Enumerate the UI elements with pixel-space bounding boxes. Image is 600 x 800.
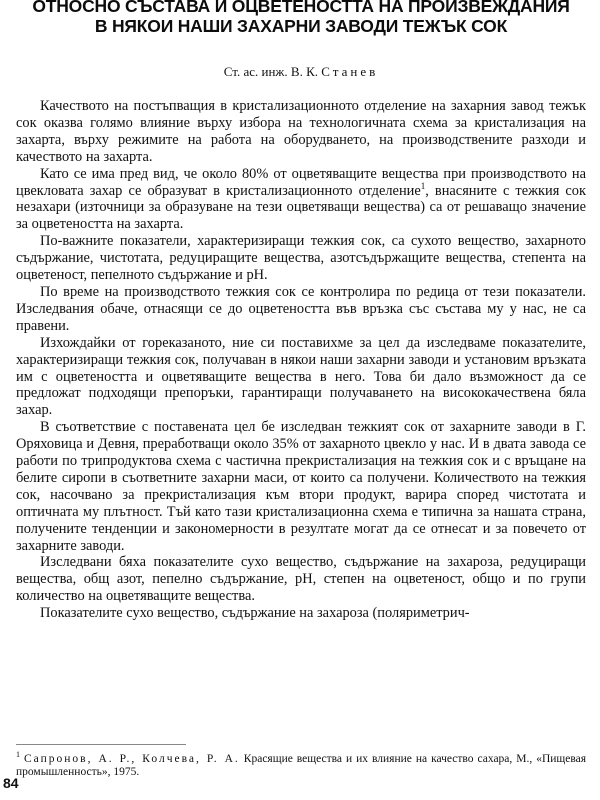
title-line-1: ОТНОСНО СЪСТАВА И ОЦВЕТЕНОСТТА НА ПРОИЗВЕЖДАНИЯ — [32, 0, 570, 16]
page-number: 84 — [3, 775, 19, 791]
footnote-text: Красящие вещества и их влияние на качество сахара, М., «Пищевая промышленность», 1975. — [16, 752, 587, 779]
paragraph-8: Показателите сухо вещество, съдържание на захароза (поляриметрич- — [40, 605, 470, 622]
title-line-2: В НЯКОИ НАШИ ЗАХАРНИ ЗАВОДИ ТЕЖЪК СОК — [94, 16, 508, 36]
footnote-divider — [16, 744, 186, 745]
article-title — [16, 0, 586, 36]
article-body — [16, 98, 586, 622]
paragraph-2-part-2: внасяните с тежкия сок незахари (източници за образуване на тези оцветяващи вещества) са от решаващо значение за оцветеността на захарта. — [16, 182, 586, 233]
paragraph-2: Като се има пред вид, че около 80% от оцветяващите вещества при производството на цвекловата захар се образуват в кристализационното отделение$^1$, внасяните с тежкия сок незахари (източници за образуване на тези оцветяващи вещества) са от решаващо значение за оцветеността на захарта. — [16, 165, 586, 233]
paragraph-5: Изхождайки от гореказаното, ние си поставихме за цел да изследваме показателите, характеризиращи тежкия сок, получаван в някои наши захарни заводи и установим връзката им с оцветеността и оцветяващите вещества в него. Това би дало възможност да се предложат подходящи препоръки, гарантиращи получаването на висококачествена бяла захар. — [16, 334, 586, 419]
paragraph-6: В съответствие с поставената цел бе изследван тежкият сок от захарните заводи в Г. Оряховица и Девня, преработващи около 35% от захарното цвекло у нас. И в двата завода се работи по трипродуктова схема с частична прекристализация на тежкия сок и с връщане на белите сиропи в съответните захарни маси, от които са получени. Количеството на тежкия сок, насочвано за прекристализация към втори продукт, варира според чистотата и оптичната му плътност. Тъй като тази кристализационна схема е типична за нашата страна, получените тенденции и закономерности в резултате могат да се отнесат и за повечето от захарните заводи. — [16, 419, 586, 554]
footnote-marker: 1 — [16, 750, 20, 759]
paragraph-2-part-1: Като се има пред вид, че около 80% от оцветяващите вещества при производството на цвекловата захар се образуват в кристализационното отделение — [16, 165, 586, 199]
paragraph-3: По-важните показатели, характеризиращи тежкия сок, са сухото вещество, захарното съдържание, чистотата, редуциращите вещества, азотсъдържащите вещества, степента на оцветеност, пепелното съдържание и pH. — [16, 233, 586, 284]
paragraph-1: Качеството на постъпващия в кристализационното отделение на захарния завод тежък сок оказва голямо влияние върху избора на технологичната схема за кристализация на захарта, върху режимите на работа на оборудването, на производствените разходи и качеството на захарта. — [16, 98, 586, 165]
footnote-authors: Сапронов, А. Р., Колчева, Р. А. — [23, 752, 240, 765]
footnote-reference: 1 — [420, 180, 426, 191]
author-surname: Станев — [321, 64, 379, 79]
author-line — [16, 64, 586, 80]
author-prefix: Ст. ас. инж. В. К. — [223, 64, 318, 79]
paragraph-7: Изследвани бяха показателите сухо вещество, съдържание на захароза, редуциращи вещества, общ азот, пепелно съдържание, pH, степен на оцветеност, общо и по групи количество на оцветяващите вещества. — [16, 554, 586, 605]
footnote — [16, 748, 586, 780]
paragraph-4: По време на производството тежкия сок се контролира по редица от тези показатели. Изследвания обаче, отнасящи се до оцветеността във връзка със състава му у нас, не са правени. — [16, 283, 586, 334]
